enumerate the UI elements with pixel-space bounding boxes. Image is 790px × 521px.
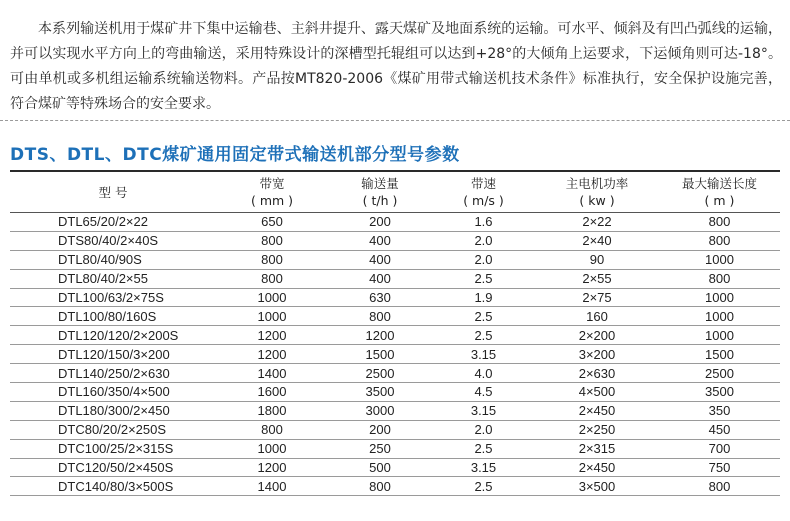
cell-capacity: 500 bbox=[328, 458, 432, 477]
cell-belt-speed: 2.5 bbox=[432, 269, 535, 288]
cell-motor-power: 4×500 bbox=[535, 383, 659, 402]
cell-belt-speed: 3.15 bbox=[432, 345, 535, 364]
cell-belt-width: 1600 bbox=[216, 383, 328, 402]
cell-belt-width: 1000 bbox=[216, 307, 328, 326]
cell-model: DTL120/120/2×200S bbox=[10, 326, 216, 345]
cell-motor-power: 3×500 bbox=[535, 477, 659, 496]
cell-belt-speed: 3.15 bbox=[432, 401, 535, 420]
cell-capacity: 400 bbox=[328, 269, 432, 288]
cell-belt-speed: 2.5 bbox=[432, 326, 535, 345]
header-motor-power-unit: ( kw ) bbox=[579, 193, 615, 208]
cell-capacity: 250 bbox=[328, 439, 432, 458]
cell-belt-width: 800 bbox=[216, 269, 328, 288]
header-belt-width-label: 带宽 bbox=[259, 176, 285, 191]
header-model bbox=[10, 171, 216, 213]
cell-model: DTC80/20/2×250S bbox=[10, 420, 216, 439]
cell-capacity: 3500 bbox=[328, 383, 432, 402]
table-row bbox=[10, 401, 780, 420]
table-row bbox=[10, 213, 780, 232]
cell-belt-speed: 1.9 bbox=[432, 288, 535, 307]
cell-motor-power: 2×630 bbox=[535, 364, 659, 383]
cell-max-length: 1000 bbox=[659, 326, 780, 345]
cell-capacity: 1500 bbox=[328, 345, 432, 364]
cell-max-length: 3500 bbox=[659, 383, 780, 402]
cell-motor-power: 90 bbox=[535, 250, 659, 269]
table-row bbox=[10, 269, 780, 288]
table-row bbox=[10, 364, 780, 383]
table-row bbox=[10, 477, 780, 496]
cell-belt-speed: 2.0 bbox=[432, 250, 535, 269]
cell-belt-width: 800 bbox=[216, 250, 328, 269]
section-divider bbox=[0, 120, 790, 121]
header-belt-width-unit: ( mm ) bbox=[250, 193, 294, 208]
header-model-label: 型 号 bbox=[98, 184, 128, 200]
cell-motor-power: 2×450 bbox=[535, 401, 659, 420]
cell-motor-power: 2×40 bbox=[535, 231, 659, 250]
cell-model: DTC120/50/2×450S bbox=[10, 458, 216, 477]
cell-capacity: 800 bbox=[328, 307, 432, 326]
cell-belt-speed: 2.5 bbox=[432, 439, 535, 458]
cell-model: DTL180/300/2×450 bbox=[10, 401, 216, 420]
cell-max-length: 1000 bbox=[659, 288, 780, 307]
cell-max-length: 800 bbox=[659, 213, 780, 232]
cell-belt-width: 800 bbox=[216, 420, 328, 439]
table-header-row bbox=[10, 171, 780, 213]
cell-belt-width: 1000 bbox=[216, 288, 328, 307]
header-belt-speed-unit: ( m/s ) bbox=[463, 193, 504, 208]
cell-motor-power: 160 bbox=[535, 307, 659, 326]
cell-belt-speed: 3.15 bbox=[432, 458, 535, 477]
cell-model: DTL120/150/3×200 bbox=[10, 345, 216, 364]
table-row bbox=[10, 345, 780, 364]
cell-belt-width: 1000 bbox=[216, 439, 328, 458]
cell-model: DTS80/40/2×40S bbox=[10, 231, 216, 250]
cell-motor-power: 2×250 bbox=[535, 420, 659, 439]
cell-capacity: 630 bbox=[328, 288, 432, 307]
cell-max-length: 2500 bbox=[659, 364, 780, 383]
table-row bbox=[10, 231, 780, 250]
cell-belt-speed: 1.6 bbox=[432, 213, 535, 232]
cell-max-length: 800 bbox=[659, 269, 780, 288]
header-capacity bbox=[328, 171, 432, 213]
cell-model: DTL100/63/2×75S bbox=[10, 288, 216, 307]
cell-capacity: 3000 bbox=[328, 401, 432, 420]
table-row bbox=[10, 307, 780, 326]
cell-capacity: 400 bbox=[328, 250, 432, 269]
cell-model: DTL80/40/90S bbox=[10, 250, 216, 269]
cell-motor-power: 2×55 bbox=[535, 269, 659, 288]
header-motor-power bbox=[535, 171, 659, 213]
cell-model: DTL80/40/2×55 bbox=[10, 269, 216, 288]
cell-belt-width: 800 bbox=[216, 231, 328, 250]
cell-belt-width: 1400 bbox=[216, 477, 328, 496]
cell-belt-width: 650 bbox=[216, 213, 328, 232]
header-belt-speed-label: 带速 bbox=[470, 176, 496, 191]
cell-belt-width: 1800 bbox=[216, 401, 328, 420]
cell-max-length: 1000 bbox=[659, 250, 780, 269]
cell-max-length: 800 bbox=[659, 477, 780, 496]
cell-capacity: 200 bbox=[328, 420, 432, 439]
cell-belt-width: 1200 bbox=[216, 345, 328, 364]
cell-belt-speed: 2.0 bbox=[432, 231, 535, 250]
cell-belt-speed: 2.5 bbox=[432, 307, 535, 326]
cell-max-length: 750 bbox=[659, 458, 780, 477]
intro-paragraph: 本系列输送机用于煤矿井下集中运输巷、主斜井提升、露天煤矿及地面系统的运输。可水平、倾斜及有凹凸弧线的运输，并可以实现水平方向上的弯曲输送，采用特殊设计的深槽型托辊组可以达到+28°的大倾角上运要求，下运倾角则可达-18°。可由单机或多机组运输系统输送物料。产品按MT820-2006《煤矿用带式输送机技术条件》标准执行，安全保护设施完善，符合煤矿等特殊场合的安全要求。 bbox=[10, 21, 782, 112]
cell-belt-width: 1200 bbox=[216, 326, 328, 345]
table-row bbox=[10, 420, 780, 439]
table-body bbox=[10, 213, 780, 496]
cell-belt-speed: 2.5 bbox=[432, 477, 535, 496]
header-capacity-unit: ( t/h ) bbox=[362, 193, 398, 208]
cell-max-length: 800 bbox=[659, 231, 780, 250]
table-row bbox=[10, 288, 780, 307]
cell-model: DTL140/250/2×630 bbox=[10, 364, 216, 383]
table-row bbox=[10, 250, 780, 269]
header-max-length bbox=[659, 171, 780, 213]
cell-model: DTL160/350/4×500 bbox=[10, 383, 216, 402]
table-row bbox=[10, 383, 780, 402]
cell-max-length: 700 bbox=[659, 439, 780, 458]
table-row bbox=[10, 326, 780, 345]
cell-capacity: 1200 bbox=[328, 326, 432, 345]
table-row bbox=[10, 439, 780, 458]
cell-model: DTC140/80/3×500S bbox=[10, 477, 216, 496]
spec-table bbox=[10, 170, 780, 496]
header-motor-power-label: 主电机功率 bbox=[565, 176, 629, 191]
header-max-length-unit: ( m ) bbox=[704, 193, 735, 208]
cell-max-length: 1000 bbox=[659, 307, 780, 326]
header-belt-width bbox=[216, 171, 328, 213]
cell-motor-power: 2×22 bbox=[535, 213, 659, 232]
table-title: DTS、DTL、DTC煤矿通用固定带式输送机部分型号参数 bbox=[10, 145, 460, 165]
cell-motor-power: 3×200 bbox=[535, 345, 659, 364]
cell-capacity: 400 bbox=[328, 231, 432, 250]
cell-capacity: 200 bbox=[328, 213, 432, 232]
cell-belt-width: 1200 bbox=[216, 458, 328, 477]
cell-max-length: 450 bbox=[659, 420, 780, 439]
cell-belt-speed: 4.0 bbox=[432, 364, 535, 383]
table-row bbox=[10, 458, 780, 477]
cell-belt-width: 1400 bbox=[216, 364, 328, 383]
header-capacity-label: 输送量 bbox=[361, 176, 399, 191]
cell-belt-speed: 2.0 bbox=[432, 420, 535, 439]
cell-motor-power: 2×75 bbox=[535, 288, 659, 307]
cell-belt-speed: 4.5 bbox=[432, 383, 535, 402]
cell-motor-power: 2×315 bbox=[535, 439, 659, 458]
cell-capacity: 2500 bbox=[328, 364, 432, 383]
cell-model: DTL65/20/2×22 bbox=[10, 213, 216, 232]
cell-model: DTL100/80/160S bbox=[10, 307, 216, 326]
cell-max-length: 350 bbox=[659, 401, 780, 420]
cell-motor-power: 2×200 bbox=[535, 326, 659, 345]
cell-model: DTC100/25/2×315S bbox=[10, 439, 216, 458]
cell-motor-power: 2×450 bbox=[535, 458, 659, 477]
header-belt-speed bbox=[432, 171, 535, 213]
header-max-length-label: 最大输送长度 bbox=[681, 176, 757, 191]
cell-max-length: 1500 bbox=[659, 345, 780, 364]
cell-capacity: 800 bbox=[328, 477, 432, 496]
